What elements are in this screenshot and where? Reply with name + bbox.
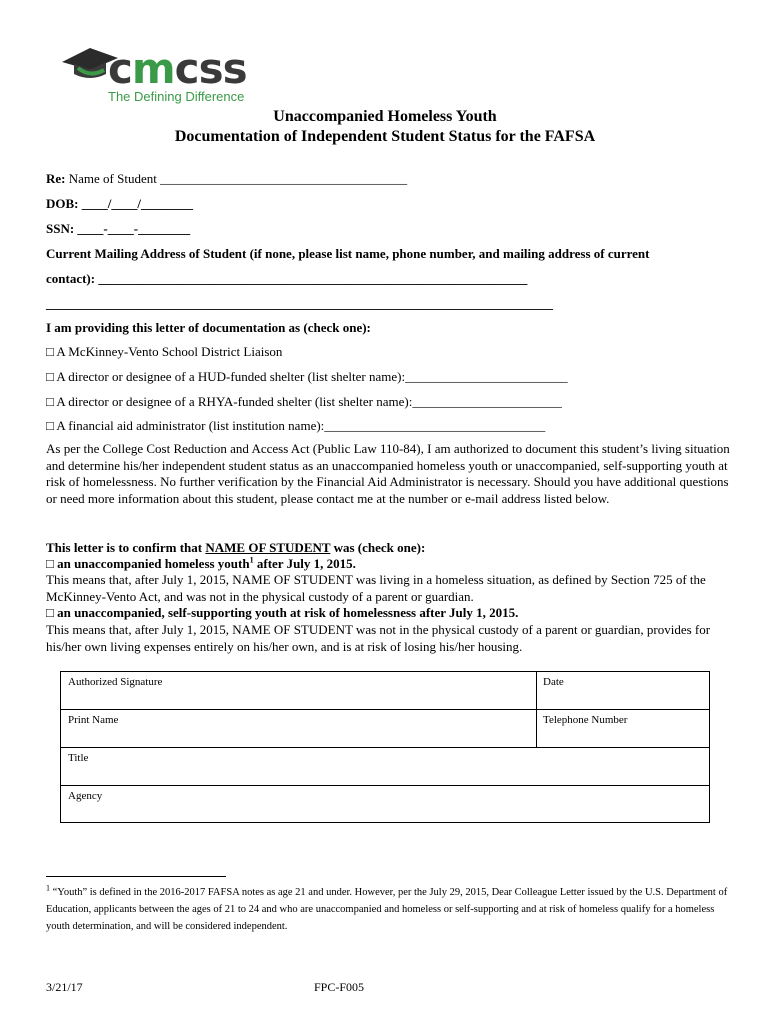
option1-label: □ an unaccompanied homeless youth	[46, 556, 250, 571]
print-name-field[interactable]	[61, 710, 536, 747]
authority-paragraph: As per the College Cost Reduction and Access Act (Public Law 110-84), I am authorized to document this student’s living situation and determine his/her independent student status as an unaccompanied homeless youth or unaccompanied, self-supporting youth at risk of homelessness. No further verification by the Financial Aid Administrator is necessary. Should you have additional questions or need more information about this student, please contact me at the number or e-mail address listed below.	[46, 441, 730, 506]
confirm-heading-suffix: was (check one):	[330, 540, 426, 555]
date-label: Date	[543, 676, 564, 688]
date-field[interactable]	[536, 672, 709, 709]
title-label: Title	[68, 752, 89, 764]
option-mckinney-vento[interactable]: □ A McKinney-Vento School District Liaison	[46, 344, 283, 359]
confirm-heading-name: NAME OF STUDENT	[205, 540, 331, 555]
agency-label: Agency	[68, 790, 103, 802]
option-financial-aid[interactable]: □ A financial aid administrator (list institution name):__________________________________	[46, 418, 546, 433]
option-hud-shelter[interactable]: □ A director or designee of a HUD-funded shelter (list shelter name):_________________________	[46, 369, 568, 384]
agency-field[interactable]	[61, 786, 709, 823]
authorized-signature-field[interactable]	[61, 672, 536, 709]
option1-suffix: after July 1, 2015.	[253, 556, 356, 571]
dob-field: DOB: ____/____/________	[46, 196, 193, 211]
confirm-option-homeless[interactable]	[46, 556, 356, 572]
ssn-field: SSN: ____-____-________	[46, 221, 191, 236]
providing-heading: I am providing this letter of documentation as (check one):	[46, 320, 371, 335]
confirm-heading	[46, 540, 425, 556]
signature-table	[60, 671, 710, 823]
confirm-heading-prefix: This letter is to confirm that	[46, 540, 206, 555]
re-name-field	[46, 171, 407, 187]
footnote-text: “Youth” is defined in the 2016-2017 FAFSA notes as age 21 and under. However, per the July 29, 2015, Dear Colleague Letter issued by the U.S. Department of Education, applicants between the ages of 21 to 24 and who are unaccompanied and homeless or self-supporting and at risk of homeless qualify for a homeless youth determination, and will be considered independent.	[46, 887, 728, 932]
telephone-label: Telephone Number	[543, 714, 628, 726]
footer-date: 3/21/17	[46, 980, 83, 994]
option1-explanation: This means that, after July 1, 2015, NAME OF STUDENT was living in a homeless situation, as defined by Section 725 of the McKinney-Vento Act, and was not in the physical custody of a parent or guardian.	[46, 572, 706, 604]
footnote	[46, 884, 736, 935]
document-subtitle: Documentation of Independent Student Status for the FAFSA	[174, 128, 596, 145]
form-code: FPC-F005	[314, 980, 365, 994]
address-extra-blank: ______________________________________________________________________________	[46, 296, 553, 311]
logo-tagline: The Defining Difference	[108, 89, 245, 104]
student-name-blank: Name of Student ______________________________________	[65, 171, 408, 186]
authorized-signature-label: Authorized Signature	[68, 676, 163, 688]
address-label: Current Mailing Address of Student (if none, please list name, phone number, and mailing address of current	[46, 246, 650, 261]
print-name-label: Print Name	[68, 714, 119, 726]
re-label: Re:	[46, 171, 66, 186]
telephone-field[interactable]	[536, 710, 709, 747]
cmcss-logo	[60, 44, 250, 108]
footnote-rule	[46, 876, 226, 877]
footnote-ref: 1	[249, 555, 254, 565]
title-field[interactable]	[61, 748, 709, 785]
option2-explanation: This means that, after July 1, 2015, NAME OF STUDENT was not in the physical custody of a parent or guardian, provides for his/her own living expenses entirely on his/her own, and is at risk of losing his/her housing.	[46, 622, 711, 654]
logo-wordmark: cmcss	[108, 44, 247, 93]
footnote-marker: 1	[46, 883, 50, 893]
address-contact-blank: contact): __________________________________________________________________	[46, 271, 528, 286]
confirm-option-at-risk[interactable]: □ an unaccompanied, self-supporting youth at risk of homelessness after July 1, 2015.	[46, 605, 519, 620]
document-title: Unaccompanied Homeless Youth	[273, 108, 497, 125]
option-rhya-shelter[interactable]: □ A director or designee of a RHYA-funded shelter (list shelter name):_______________________	[46, 394, 562, 409]
